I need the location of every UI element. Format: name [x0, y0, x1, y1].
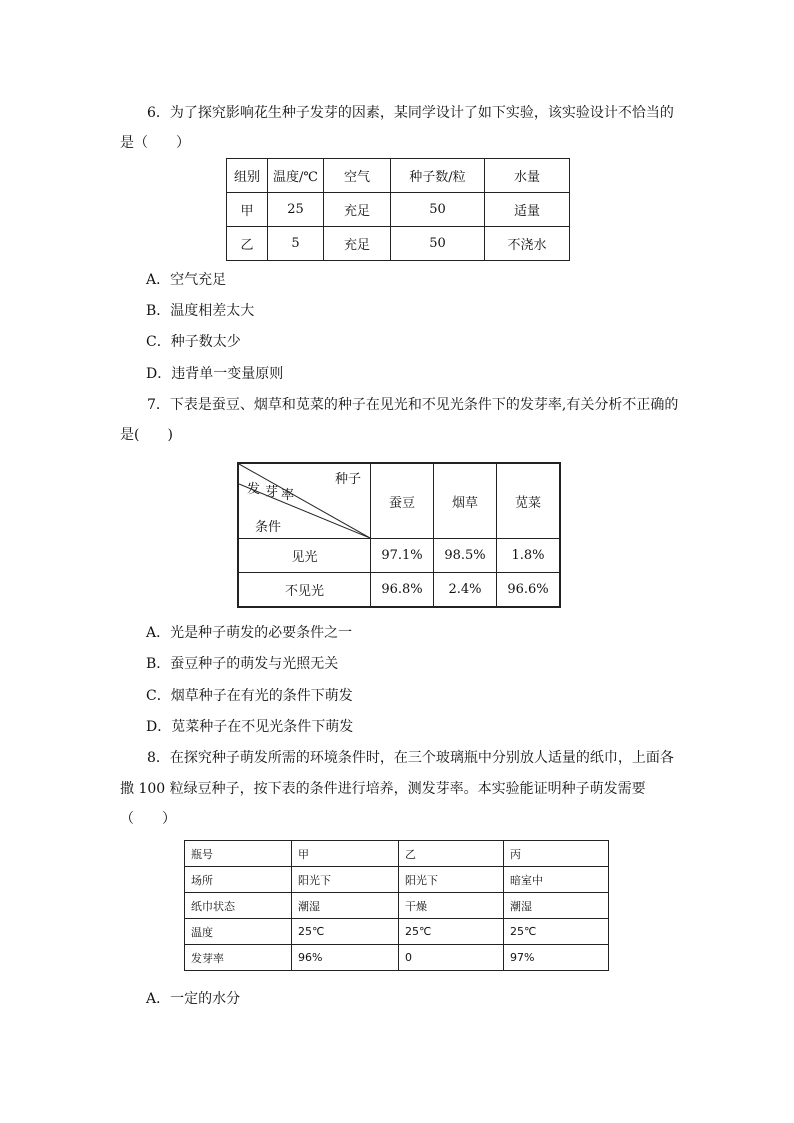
table-cell: 充足: [324, 193, 391, 227]
q6-option-d: D．违背单一变量原则: [146, 366, 284, 382]
table-cell: 50: [391, 193, 485, 227]
table-cell: 25℃: [399, 919, 504, 945]
table-cell: 瓶号: [185, 841, 292, 867]
q7-option-b: B．蚕豆种子的萌发与光照无关: [146, 656, 339, 672]
table-row: [227, 159, 570, 193]
q8-stem-line2: 撒 100 粒绿豆种子，按下表的条件进行培养，测发芽率。本实验能证明种子萌发需要: [120, 781, 646, 797]
table-cell: 2.4%: [434, 573, 497, 608]
table-cell: 适量: [485, 193, 570, 227]
table-cell: 97%: [504, 945, 609, 971]
table-cell: 甲: [292, 841, 399, 867]
table-cell: 暗室中: [504, 867, 609, 893]
table-row: [185, 919, 609, 945]
table-cell: 96.8%: [371, 573, 434, 608]
q8-stem-line3: （ ）: [120, 811, 176, 827]
table-header-cell: 烟草: [434, 463, 497, 539]
table-cell: 不浇水: [485, 227, 570, 261]
table-header-cell: 组别: [227, 159, 268, 193]
q7-table: [237, 462, 561, 608]
table-header-cell: 苋菜: [497, 463, 561, 539]
table-header-cell: 蚕豆: [371, 463, 434, 539]
q7-option-c: C．烟草种子在有光的条件下萌发: [146, 688, 353, 704]
table-cell: 0: [399, 945, 504, 971]
q6-option-c: C．种子数太少: [146, 334, 241, 350]
table-cell: 乙: [399, 841, 504, 867]
table-cell: 丙: [504, 841, 609, 867]
table-cell: 96%: [292, 945, 399, 971]
q8-stem-line1: 8．在探究种子萌发所需的环境条件时，在三个玻璃瓶中分别放人适量的纸巾，上面各: [147, 750, 674, 766]
q8-table: [184, 840, 609, 971]
table-row: [238, 463, 560, 539]
table-header-cell: 温度/℃: [268, 159, 324, 193]
table-row: [227, 193, 570, 227]
table-cell: 潮湿: [504, 893, 609, 919]
table-cell: 25: [268, 193, 324, 227]
table-row: [185, 867, 609, 893]
row-label: 不见光: [238, 573, 371, 608]
table-row: [185, 841, 609, 867]
table-cell: 98.5%: [434, 539, 497, 573]
table-cell: 5: [268, 227, 324, 261]
table-cell: 发芽率: [185, 945, 292, 971]
q6-option-a: A．空气充足: [146, 272, 227, 288]
table-cell: 潮湿: [292, 893, 399, 919]
table-cell: 甲: [227, 193, 268, 227]
table-row: [227, 227, 570, 261]
q8-option-a: A．一定的水分: [146, 991, 241, 1007]
table-cell: 阳光下: [399, 867, 504, 893]
table-header-cell: 种子数/粒: [391, 159, 485, 193]
table-cell: 乙: [227, 227, 268, 261]
table-cell: 25℃: [292, 919, 399, 945]
table-cell: 温度: [185, 919, 292, 945]
corner-label-lv: 率: [281, 488, 295, 503]
diagonal-header-cell: [238, 463, 371, 539]
table-header-cell: 水量: [485, 159, 570, 193]
table-cell: 50: [391, 227, 485, 261]
q6-stem-line2: 是（ ）: [120, 135, 190, 151]
table-cell: 场所: [185, 867, 292, 893]
table-cell: 阳光下: [292, 867, 399, 893]
table-row: [238, 573, 560, 608]
corner-label-condition: 条件: [255, 520, 282, 535]
table-cell: 25℃: [504, 919, 609, 945]
table-cell: 97.1%: [371, 539, 434, 573]
table-cell: 1.8%: [497, 539, 561, 573]
table-cell: 充足: [324, 227, 391, 261]
table-row: [238, 539, 560, 573]
table-row: [185, 945, 609, 971]
table-header-cell: 空气: [324, 159, 391, 193]
row-label: 见光: [238, 539, 371, 573]
table-row: [185, 893, 609, 919]
corner-label-fa: 发: [247, 482, 261, 497]
q6-stem-line1: 6．为了探究影响花生种子发芽的因素，某同学设计了如下实验，该实验设计不恰当的: [147, 105, 674, 121]
q7-stem-line1: 7．下表是蚕豆、烟草和苋菜的种子在见光和不见光条件下的发芽率,有关分析不正确的: [147, 397, 679, 413]
table-cell: 96.6%: [497, 573, 561, 608]
table-cell: 干燥: [399, 893, 504, 919]
table-cell: 纸巾状态: [185, 893, 292, 919]
q7-stem-line2: 是( ): [120, 427, 173, 443]
corner-label-seed: 种子: [335, 472, 362, 487]
q6-table: [226, 158, 570, 261]
corner-label-ya: 芽: [265, 485, 279, 500]
q7-option-d: D．苋菜种子在不见光条件下萌发: [146, 719, 354, 735]
q7-option-a: A．光是种子萌发的必要条件之一: [146, 625, 353, 641]
q6-option-b: B．温度相差太大: [146, 303, 255, 319]
